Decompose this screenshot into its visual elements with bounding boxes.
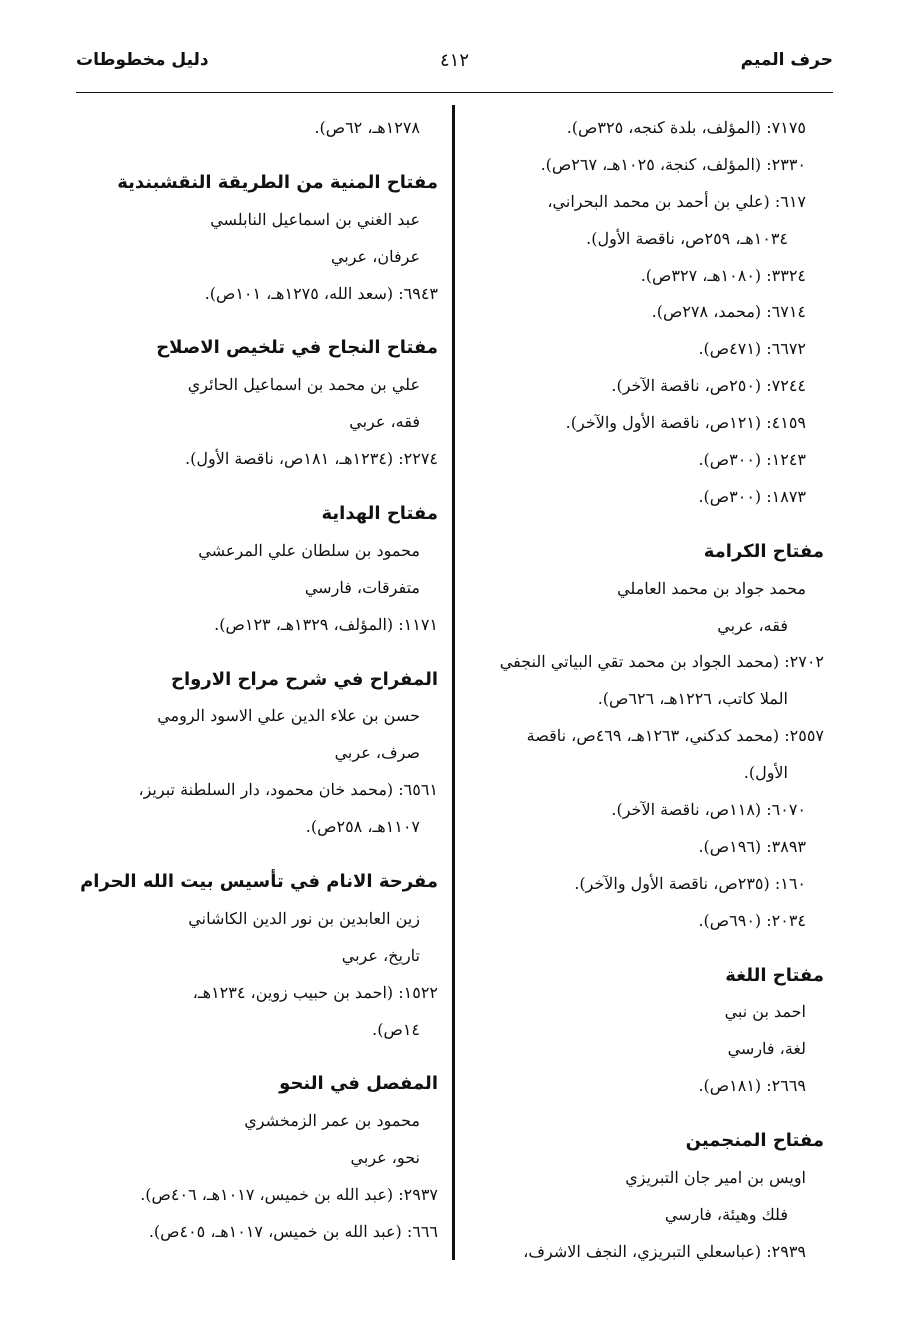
copy-line: ٦٦٧٢: (٤٧١ص). bbox=[698, 339, 806, 359]
entry bbox=[110, 165, 438, 313]
entry bbox=[110, 330, 438, 478]
copy-line: ١٠٣٤هـ، ٢٥٩ص، ناقصة الأول). bbox=[586, 228, 788, 248]
continued-entry-copies bbox=[468, 110, 824, 516]
entry bbox=[110, 496, 438, 644]
copy-line: الملا كاتب، ١٢٢٦هـ، ٦٢٦ص). bbox=[597, 689, 788, 709]
entry-author: حسن بن علاء الدين علي الاسود الرومي bbox=[157, 706, 420, 726]
copy-line: الأول). bbox=[743, 763, 788, 783]
entry-title: مفتاح اللغة bbox=[725, 964, 824, 986]
entry-author: محمود بن عمر الزمخشري bbox=[244, 1111, 420, 1131]
entry-author: عبد الغني بن اسماعيل النابلسي bbox=[210, 209, 420, 229]
copy-line: ٦٧١٤: (محمد، ٢٧٨ص). bbox=[651, 302, 806, 322]
copy-line: ٣٣٢٤: (١٠٨٠هـ، ٣٢٧ص). bbox=[640, 265, 806, 285]
page-number: ٤١٢ bbox=[439, 50, 469, 71]
copy-line: ٦٥٦١: (محمد خان محمود، دار السلطنة تبريز، bbox=[138, 780, 438, 800]
copy-line: ١٢٧٨هـ، ٦٢ص). bbox=[314, 118, 420, 137]
copy-line: ٤١٥٩: (١٢١ص، ناقصة الأول والآخر). bbox=[565, 413, 806, 433]
entry-title: مفتاح الهداية bbox=[321, 503, 438, 525]
entry-title: مفتاح الكرامة bbox=[703, 540, 824, 562]
copy-line: ٢٣٣٠: (المؤلف، كنجة، ١٠٢٥هـ، ٢٦٧ص). bbox=[540, 154, 806, 174]
copy-line: ١٢٤٣: (٣٠٠ص). bbox=[698, 450, 806, 470]
left-column bbox=[80, 110, 438, 1269]
copy-line: ١٦٠: (٢٣٥ص، ناقصة الأول والآخر). bbox=[574, 873, 806, 893]
entry-author: محمد جواد بن محمد العاملي bbox=[617, 578, 806, 598]
copy-line: ١٥٢٢: (احمد بن حبيب زوين، ١٢٣٤هـ، bbox=[192, 982, 438, 1002]
entry-subject: فقه، عربي bbox=[717, 615, 788, 635]
entry-subject: لغة، فارسي bbox=[727, 1039, 806, 1059]
entry bbox=[110, 1066, 438, 1250]
right-column bbox=[468, 110, 824, 1289]
copy-line: ٢٧٠٢: (محمد الجواد بن محمد تقي البياتي النجفي bbox=[499, 652, 824, 672]
entry bbox=[80, 864, 438, 1048]
entry bbox=[468, 534, 824, 940]
entry bbox=[468, 1123, 824, 1271]
header-book-title: دليل مخطوطات bbox=[76, 50, 209, 70]
copy-line: ٧٢٤٤: (٢٥٠ص، ناقصة الآخر). bbox=[611, 376, 806, 396]
column-divider bbox=[452, 105, 455, 1260]
copy-line: ٢٥٥٧: (محمد كدكني، ١٢٦٣هـ، ٤٦٩ص، ناقصة bbox=[526, 726, 824, 746]
entry-author: زين العابدين بن نور الدين الكاشاني bbox=[188, 908, 420, 928]
header-rule bbox=[76, 92, 833, 93]
copy-line: ٢٩٣٩: (عباسعلي التبريزي، النجف الاشرف، bbox=[523, 1241, 806, 1261]
entry-subject: متفرقات، فارسي bbox=[304, 577, 420, 597]
copy-line: ٦٩٤٣: (سعد الله، ١٢٧٥هـ، ١٠١ص). bbox=[204, 283, 438, 303]
copy-line: ١١٧١: (المؤلف، ١٣٢٩هـ، ١٢٣ص). bbox=[214, 614, 438, 634]
header-chapter-title: حرف الميم bbox=[740, 50, 833, 70]
entry-subject: تاريخ، عربي bbox=[341, 945, 420, 965]
entry-title: مفرحة الانام في تأسيس بيت الله الحرام bbox=[80, 871, 438, 893]
entry-subject: فلك وهيئة، فارسي bbox=[664, 1204, 788, 1224]
entry-title: المفصل في النحو bbox=[279, 1073, 438, 1095]
copy-line: ١٨٧٣: (٣٠٠ص). bbox=[698, 486, 806, 506]
copy-line: ١٤ص). bbox=[372, 1019, 420, 1039]
copy-line: ٦٦٦: (عبد الله بن خميس، ١٠١٧هـ، ٤٠٥ص). bbox=[148, 1222, 438, 1242]
copy-line: ٦٠٧٠: (١١٨ص، ناقصة الآخر). bbox=[611, 800, 806, 820]
entry bbox=[110, 662, 438, 846]
copy-line: ٢٢٧٤: (١٢٣٤هـ، ١٨١ص، ناقصة الأول). bbox=[185, 449, 438, 469]
entry-title: المفراح في شرح مراح الارواح bbox=[171, 668, 438, 690]
entry-title: مفتاح المنجمين bbox=[685, 1130, 824, 1152]
copy-line: ٣٨٩٣: (١٩٦ص). bbox=[698, 836, 806, 856]
copy-line: ٢٦٦٩: (١٨١ص). bbox=[698, 1076, 806, 1096]
copy-line: ٧١٧٥: (المؤلف، بلدة كنجه، ٣٢٥ص). bbox=[566, 118, 806, 137]
entry-title: مفتاح النجاح في تلخيص الاصلاح bbox=[156, 337, 438, 359]
entry-author: محمود بن سلطان علي المرعشي bbox=[198, 540, 420, 560]
copy-line: ٦١٧: (علي بن أحمد بن محمد البحراني، bbox=[547, 191, 806, 211]
entry-author: اويس بن امير جان التبريزي bbox=[625, 1168, 806, 1188]
entry bbox=[468, 958, 824, 1106]
continued-entry-copies bbox=[110, 110, 438, 147]
entry-subject: عرفان، عربي bbox=[330, 246, 420, 266]
copy-line: ٢٩٣٧: (عبد الله بن خميس، ١٠١٧هـ، ٤٠٦ص). bbox=[140, 1185, 438, 1205]
entry-subject: فقه، عربي bbox=[349, 412, 420, 432]
entry-title: مفتاح المنية من الطريقة النقشبندية bbox=[117, 171, 438, 193]
entry-author: احمد بن نبي bbox=[724, 1002, 806, 1022]
copy-line: ٢٠٣٤: (٦٩٠ص). bbox=[698, 910, 806, 930]
copy-line: ١١٠٧هـ، ٢٥٨ص). bbox=[305, 817, 420, 837]
entry-author: علي بن محمد بن اسماعيل الحائري bbox=[187, 375, 420, 395]
page-header bbox=[76, 50, 833, 90]
entry-subject: نحو، عربي bbox=[350, 1148, 420, 1168]
entry-subject: صرف، عربي bbox=[334, 743, 420, 763]
